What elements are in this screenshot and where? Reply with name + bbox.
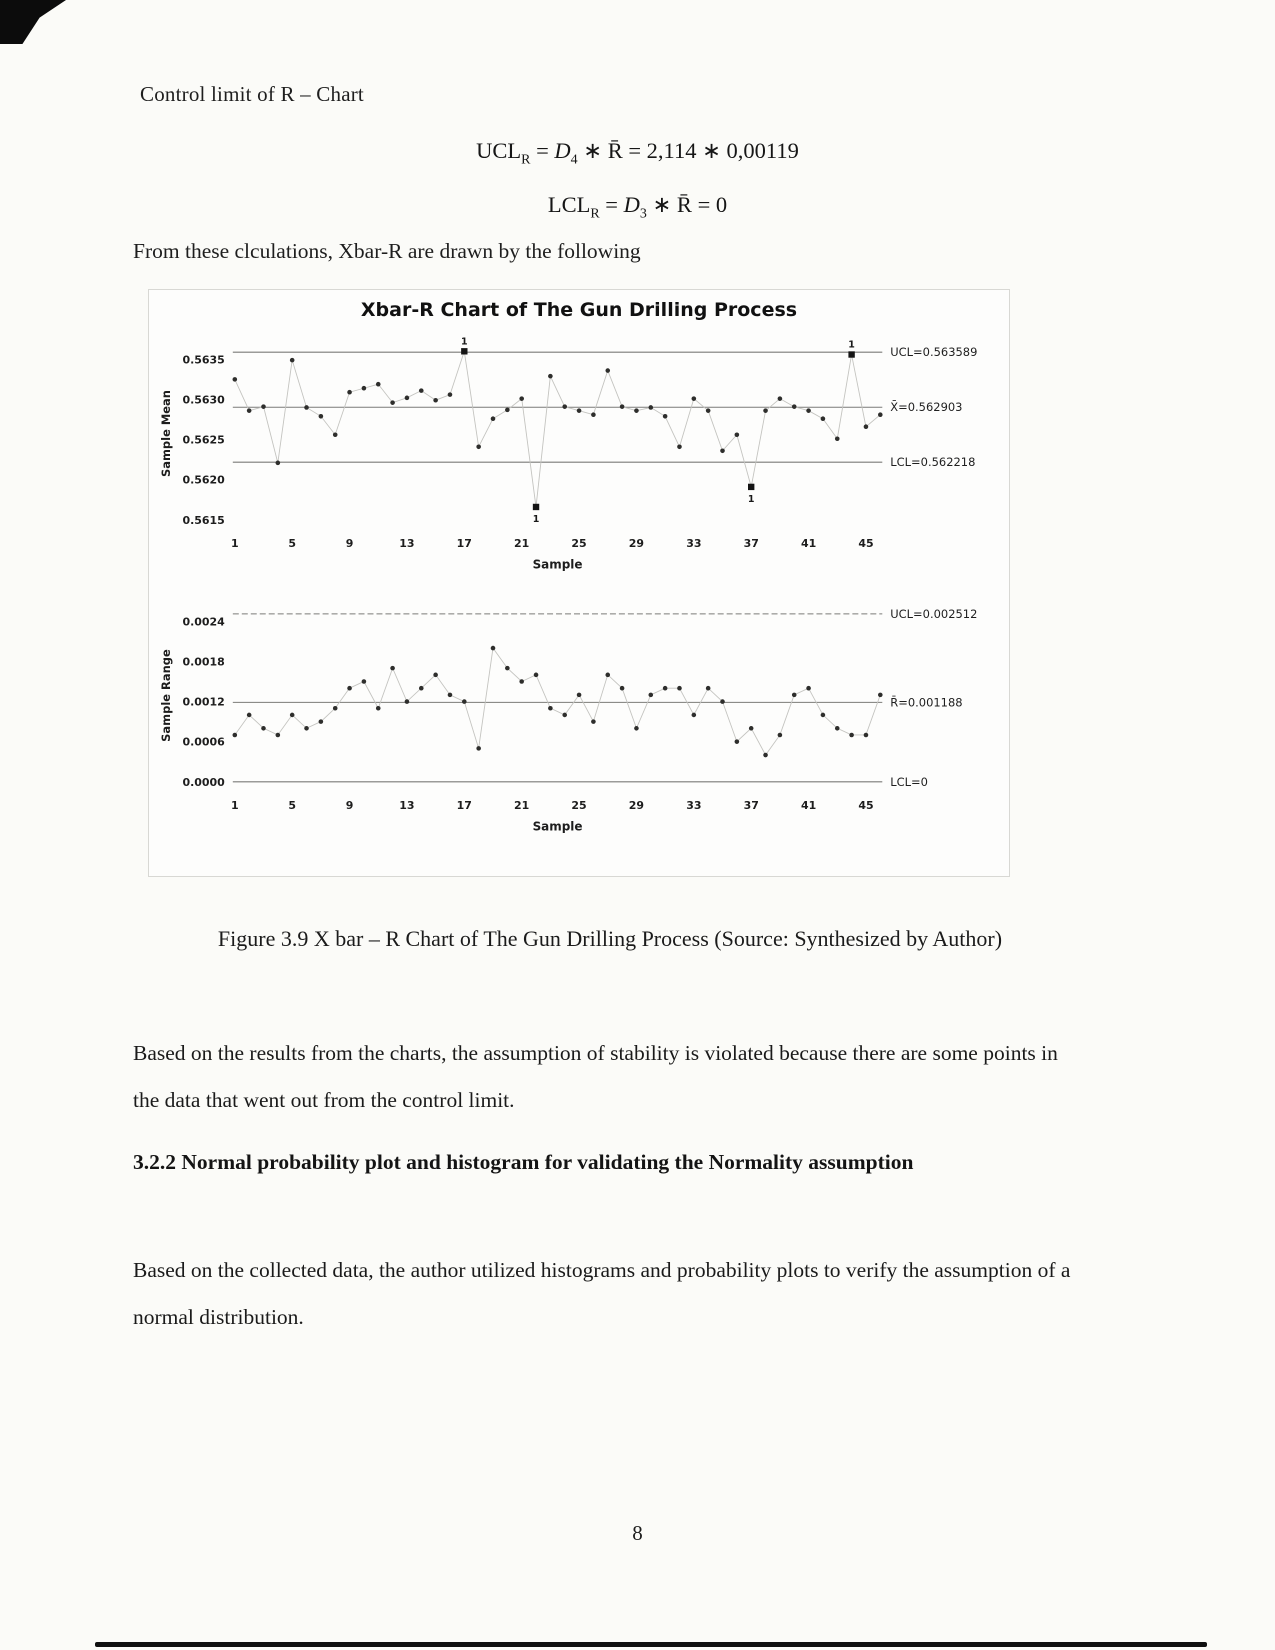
normality-paragraph: Based on the collected data, the author utilized histograms and probability plots to verify the assumption of a normal distribution.	[133, 1258, 1071, 1329]
xbar-y-axis-label: Sample Mean	[158, 390, 173, 478]
svg-text:45: 45	[858, 536, 874, 550]
svg-text:25: 25	[571, 536, 587, 550]
xbar-out-of-control-point	[848, 351, 854, 357]
svg-text:25: 25	[571, 798, 587, 812]
intro-sentence: From these clculations, Xbar-R are drawn by the following	[133, 239, 641, 263]
svg-text:21: 21	[514, 536, 530, 550]
eq-lcl-value: ∗ R̄ = 0	[646, 192, 728, 217]
xbar-data-points	[233, 336, 883, 525]
svg-text:0.0024: 0.0024	[182, 615, 225, 629]
eq-lcl-name: LCL	[547, 192, 591, 217]
svg-text:17: 17	[456, 798, 472, 812]
svg-text:41: 41	[800, 798, 817, 812]
svg-text:1: 1	[848, 339, 855, 351]
svg-text:0.5620: 0.5620	[182, 473, 225, 487]
chart-title: Xbar-R Chart of The Gun Drilling Process	[360, 299, 798, 321]
svg-text:0.0018: 0.0018	[182, 655, 225, 669]
eq-lcl-subscript: R	[590, 206, 600, 222]
stability-paragraph: Based on the results from the charts, the assumption of stability is violated because there are some points in the data that went out from the control limit.	[133, 1041, 1058, 1112]
xbar-x-axis-label: Sample	[532, 557, 583, 572]
svg-text:X̄=0.562903: X̄=0.562903	[890, 400, 963, 415]
svg-text:1: 1	[747, 493, 755, 505]
svg-text:1: 1	[230, 798, 239, 812]
range-chart-panel	[150, 587, 1008, 845]
range-y-axis-label: Sample Range	[158, 649, 173, 742]
eq-ucl-equals: =	[530, 138, 555, 163]
svg-text:13: 13	[399, 798, 415, 812]
svg-text:0.0006: 0.0006	[182, 735, 225, 749]
control-limit-title: Control limit of R – Chart	[140, 82, 364, 106]
svg-text:0.5635: 0.5635	[182, 353, 225, 367]
svg-text:0.0000: 0.0000	[182, 775, 225, 789]
eq-ucl-name: UCL	[476, 138, 522, 163]
svg-text:29: 29	[628, 798, 645, 812]
svg-text:1: 1	[461, 336, 468, 348]
svg-text:17: 17	[456, 536, 472, 550]
svg-text:45: 45	[858, 798, 874, 812]
range-data-points	[233, 646, 883, 758]
svg-text:33: 33	[686, 798, 702, 812]
svg-text:37: 37	[743, 798, 759, 812]
equation-lcl	[0, 192, 1275, 223]
figure-caption: Figure 3.9 X bar – R Chart of The Gun Drilling Process (Source: Synthesized by Author)	[217, 926, 1003, 951]
page-number: 8	[632, 1521, 643, 1545]
xbar-series-line	[235, 351, 880, 507]
svg-text:33: 33	[686, 536, 702, 550]
range-series-line	[235, 648, 880, 755]
svg-text:LCL=0.562218: LCL=0.562218	[890, 455, 976, 470]
svg-text:0.5615: 0.5615	[182, 513, 225, 527]
svg-text:UCL=0.563589: UCL=0.563589	[890, 345, 978, 360]
svg-text:LCL=0: LCL=0	[890, 774, 928, 789]
eq-ucl-constant: D	[554, 138, 571, 163]
svg-text:0.0012: 0.0012	[182, 695, 225, 709]
scan-artifact-top-left	[0, 0, 66, 44]
svg-text:5: 5	[288, 798, 296, 812]
svg-text:9: 9	[345, 536, 354, 550]
svg-text:37: 37	[743, 536, 759, 550]
xbar-r-chart-figure	[148, 289, 1010, 877]
svg-text:R̄=0.001188: R̄=0.001188	[890, 695, 963, 710]
scan-artifact-bottom-edge	[95, 1642, 1207, 1647]
section-heading: 3.2.2 Normal probability plot and histogram for validating the Normality assumption	[133, 1150, 914, 1174]
eq-lcl-constant-subscript: 3	[639, 206, 647, 222]
xbar-out-of-control-point	[748, 484, 754, 490]
svg-text:0.5630: 0.5630	[182, 393, 225, 407]
xbar-out-of-control-point	[461, 348, 467, 354]
eq-ucl-constant-subscript: 4	[570, 152, 578, 168]
svg-text:1: 1	[532, 513, 540, 525]
range-x-axis-label: Sample	[532, 819, 583, 834]
xbar-chart-panel	[150, 325, 1008, 583]
svg-text:13: 13	[399, 536, 415, 550]
svg-text:5: 5	[288, 536, 296, 550]
xbar-axis-ticks	[182, 353, 873, 549]
svg-text:1: 1	[230, 536, 239, 550]
eq-lcl-equals: =	[599, 192, 624, 217]
svg-text:9: 9	[345, 798, 354, 812]
svg-text:21: 21	[514, 798, 530, 812]
svg-text:41: 41	[800, 536, 817, 550]
xbar-out-of-control-point	[533, 504, 539, 510]
range-control-limit-lines	[233, 607, 978, 789]
eq-lcl-constant: D	[623, 192, 640, 217]
svg-text:29: 29	[628, 536, 645, 550]
svg-text:0.5625: 0.5625	[182, 433, 225, 447]
equation-ucl	[0, 138, 1275, 169]
eq-ucl-subscript: R	[521, 152, 531, 168]
svg-text:UCL=0.002512: UCL=0.002512	[890, 606, 978, 621]
eq-ucl-value: ∗ R̄ = 2,114 ∗ 0,00119	[577, 138, 799, 163]
